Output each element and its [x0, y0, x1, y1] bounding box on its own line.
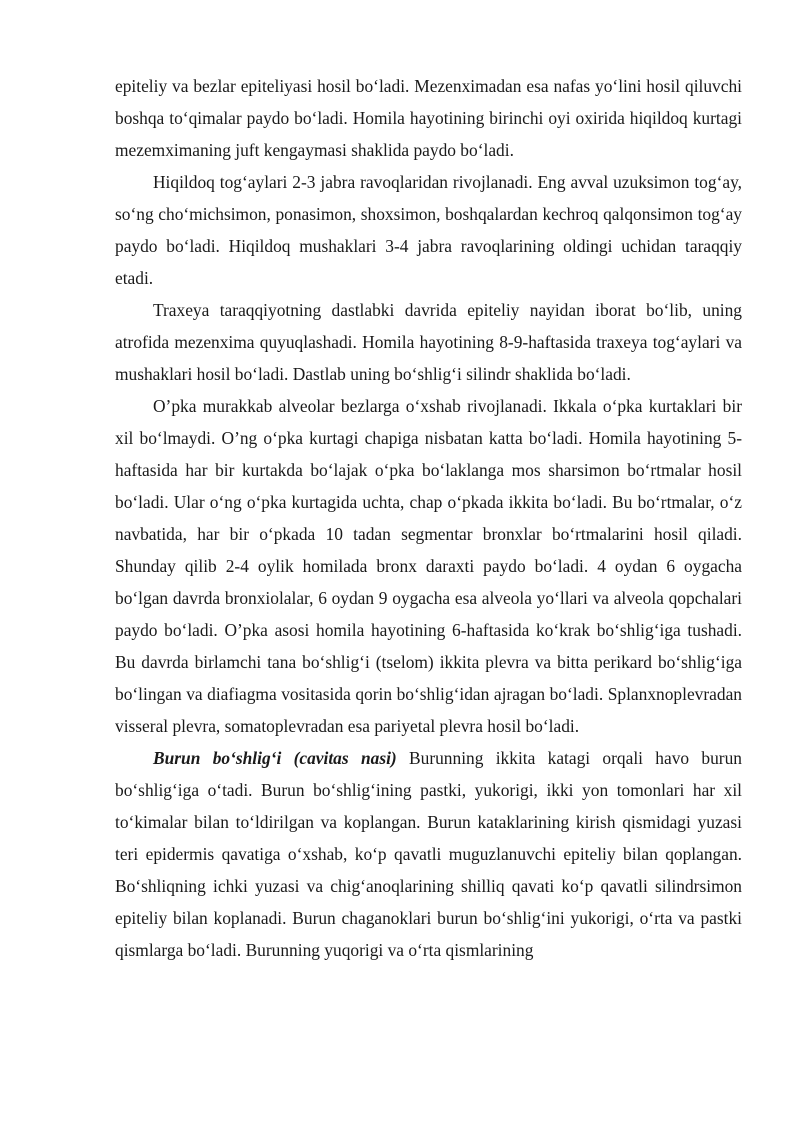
paragraph-burun: [115, 742, 742, 966]
document-page: [115, 70, 742, 966]
term-burun-boshligi: Burun boʻshligʻi (cavitas nasi): [153, 748, 397, 768]
paragraph-burun-text: Burunning ikkita katagi orqali havo burun boʻshligʻiga oʻtadi. Burun boʻshligʻining pastki, yukorigi, ikki yon tomonlari har xil toʻkimalar bilan toʻldirilgan va koplangan. Burun kataklarining kirish qismidagi yuzasi teri epidermis qavatiga oʻxshab, koʻp qavatli muguzlanuvchi epiteliy bilan qoplangan. Boʻshliqning ichki yuzasi va chigʻanoqlarining shilliq qavati koʻp qavatli silindrsimon epiteliy bilan koplanadi. Burun chaganoklari burun boʻshligʻini yukorigi, oʻrta va pastki qismlarga boʻladi. Burunning yuqorigi va oʻrta qismlarining: [115, 748, 742, 960]
paragraph-opka: O’pka murakkab alveolar bezlarga oʻxshab rivojlanadi. Ikkala oʻpka kurtaklari bir xil boʻlmaydi. O’ng oʻpka kurtagi chapiga nisbatan katta boʻladi. Homila hayotining 5-haftasida har bir kurtakda boʻlajak oʻpka boʻlaklanga mos sharsimon boʻrtmalar hosil boʻladi. Ular oʻng oʻpka kurtagida uchta, chap oʻpkada ikkita boʻladi. Bu boʻrtmalar, oʻz navbatida, har bir oʻpkada 10 tadan segmentar bronxlar boʻrtmalarini hosil qiladi. Shunday qilib 2-4 oylik homilada bronx daraxti paydo boʻladi. 4 oydan 6 oygacha boʻlgan davrda bronxiolalar, 6 oydan 9 oygacha esa alveola yoʻllari va alveola qopchalari paydo boʻladi. O’pka asosi homila hayotining 6-haftasida koʻkrak boʻshligʻiga tushadi. Bu davrda birlamchi tana boʻshligʻi (tselom) ikkita plevra va bitta perikard boʻshligʻiga boʻlingan va diafiagma vositasida qorin boʻshligʻidan ajragan boʻladi. Splanxnoplevradan visseral plevra, somatoplevradan esa pariyetal plevra hosil boʻladi.: [115, 396, 742, 736]
paragraph-hiqildoq: Hiqildoq togʻaylari 2-3 jabra ravoqlaridan rivojlanadi. Eng avval uzuksimon togʻay, soʻng choʻmichsimon, ponasimon, shoxsimon, boshqalardan kechroq qalqonsimon togʻay paydo boʻladi. Hiqildoq mushaklari 3-4 jabra ravoqlarining oldingi uchidan taraqqiy etadi.: [115, 172, 742, 288]
paragraph-continuation: epiteliy va bezlar epiteliyasi hosil boʻladi. Mezenximadan esa nafas yoʻlini hosil qiluvchi boshqa toʻqimalar paydo boʻladi. Homila hayotining birinchi oyi oxirida hiqildoq kurtagi mezemximaning juft kengaymasi shaklida paydo boʻladi.: [115, 76, 742, 160]
paragraph-traxeya: Traxeya taraqqiyotning dastlabki davrida epiteliy nayidan iborat boʻlib, uning atrofida mezenxima quyuqlashadi. Homila hayotining 8-9-haftasida traxeya togʻaylari va mushaklari hosil boʻladi. Dastlab uning boʻshligʻi silindr shaklida boʻladi.: [115, 300, 742, 384]
